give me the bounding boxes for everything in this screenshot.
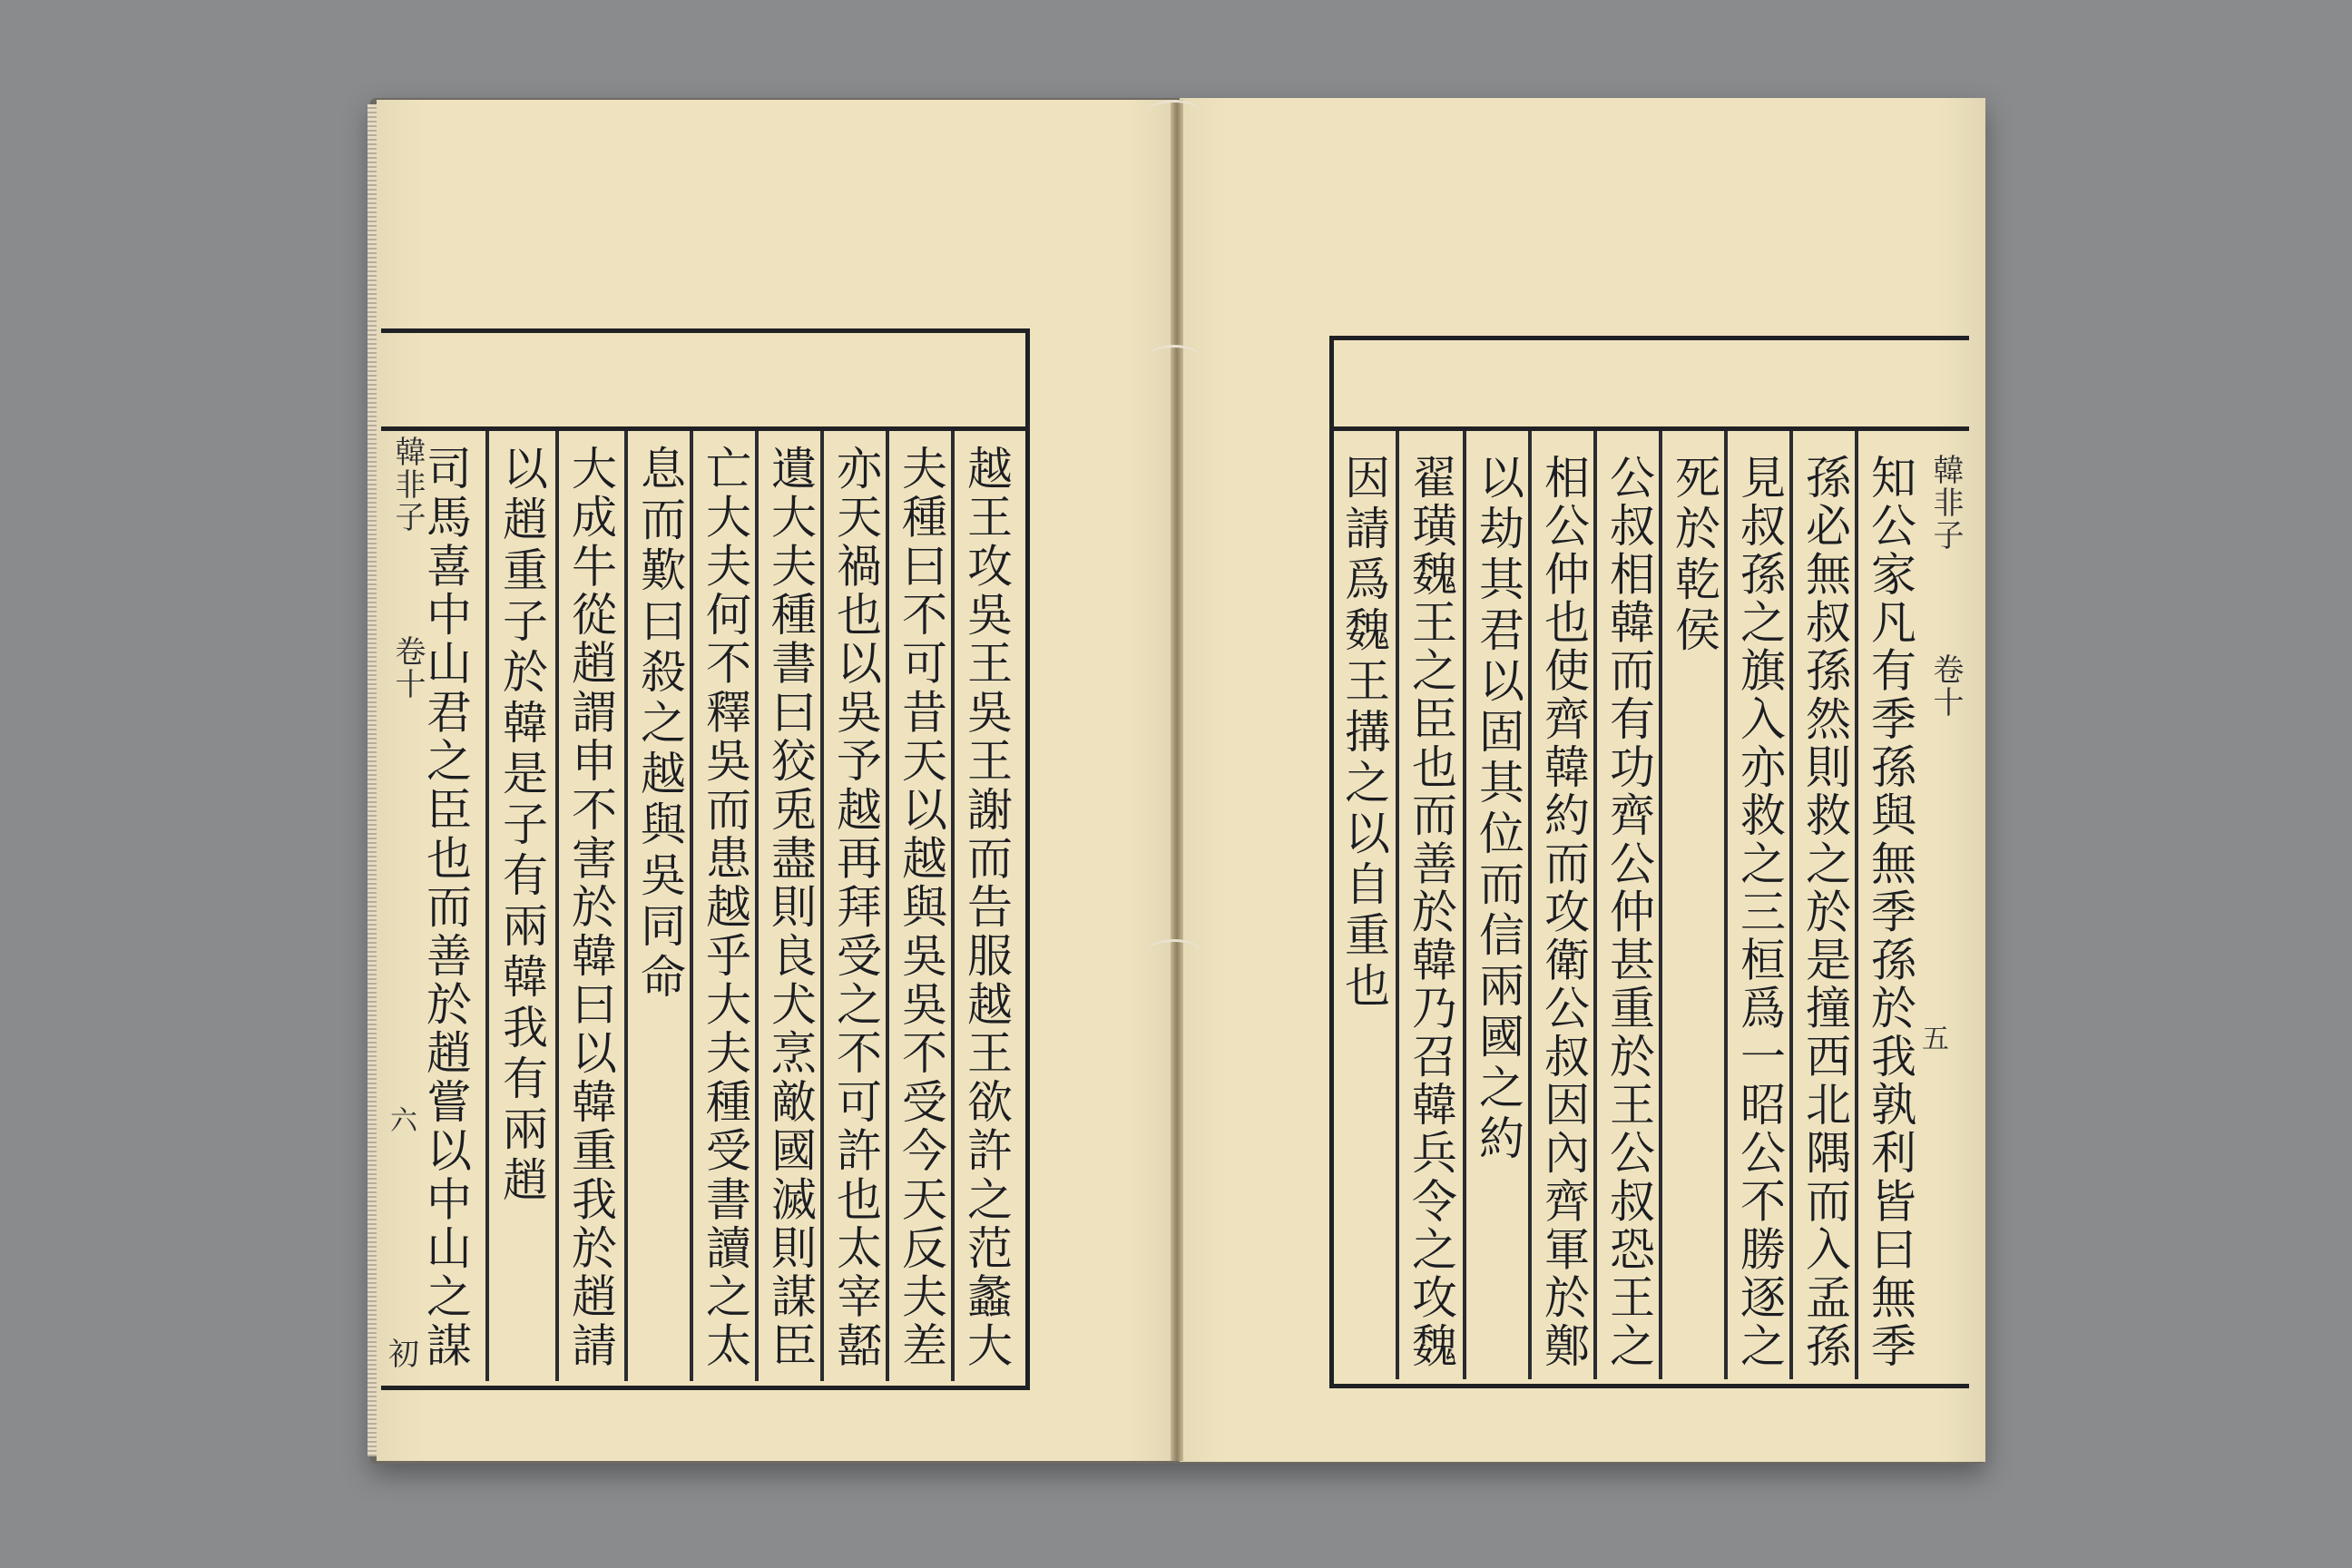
- binding-thread: [1147, 100, 1201, 126]
- column-rule: [1724, 431, 1728, 1379]
- text-column: 公叔相韓而有功齊公仲甚重於王公叔恐王之: [1602, 454, 1655, 1370]
- text-column: 亡大夫何不釋吳而患越乎大夫種受書讀之太: [699, 445, 751, 1370]
- column-rule: [755, 431, 759, 1381]
- text-column: 大成牛從趙謂申不害於韓曰以韓重我於趙請: [564, 445, 617, 1370]
- left-header-rule: [381, 426, 1030, 431]
- column-rule: [555, 431, 559, 1381]
- right-margin-title: 韓非子: [1927, 454, 1964, 552]
- text-column: 司馬喜中山君之臣也而善於趙嘗以中山之謀: [419, 445, 472, 1370]
- left-margin-title: 韓非子: [389, 436, 426, 534]
- right-header-rule: [1329, 426, 1969, 431]
- left-margin-volume: 卷十: [389, 635, 426, 701]
- text-column: 孫必無叔孫然則救之於是撞西北隅而入孟孫: [1798, 454, 1851, 1370]
- column-rule: [1396, 431, 1399, 1379]
- column-rule: [690, 431, 693, 1381]
- text-column: 亦天禍也以吳予越再拜受之不可許也太宰嚭: [829, 445, 882, 1370]
- column-rule: [1463, 431, 1466, 1379]
- column-rule: [1789, 431, 1793, 1379]
- column-rule: [624, 431, 628, 1381]
- column-rule: [951, 431, 955, 1381]
- column-rule: [485, 431, 489, 1381]
- text-column: 以劫其君以固其位而信兩國之約: [1472, 454, 1524, 1165]
- right-margin-volume: 卷十: [1927, 653, 1964, 719]
- column-rule: [1659, 431, 1662, 1379]
- column-rule: [886, 431, 889, 1381]
- text-column: 息而歎曰殺之越與吳同命: [633, 445, 686, 1004]
- binding-thread: [1147, 345, 1201, 371]
- left-footer-mark: 初: [388, 1337, 419, 1373]
- text-column: 遺大夫種書曰狡兎盡則良犬烹敵國滅則謀臣: [764, 445, 817, 1370]
- text-column: 以趙重子於韓是子有兩韓我有兩趙: [495, 445, 548, 1207]
- column-rule: [1855, 431, 1858, 1379]
- right-leaf-number: 五: [1922, 1024, 1949, 1055]
- text-column: 死於乾侯: [1668, 454, 1720, 657]
- left-leaf-number: 六: [390, 1105, 417, 1137]
- text-column: 知公家凡有季孫與無季孫於我孰利皆曰無季: [1864, 454, 1916, 1370]
- text-column: 越王攻吳王吳王謝而告服越王欲許之范蠡大: [960, 445, 1013, 1370]
- text-column: 因請爲魏王搆之以自重也: [1338, 454, 1390, 1013]
- column-rule: [820, 431, 824, 1381]
- text-column: 見叔孫之旗入亦救之三桓爲一昭公不勝逐之: [1733, 454, 1786, 1370]
- text-column: 夫種曰不可昔天以越與吳吳不受今天反夫差: [895, 445, 947, 1370]
- text-column: 相公仲也使齊韓約而攻衛公叔因內齊軍於鄭: [1537, 454, 1590, 1370]
- text-column: 翟璜魏王之臣也而善於韓乃召韓兵令之攻魏: [1405, 454, 1457, 1370]
- column-rule: [1528, 431, 1532, 1379]
- column-rule: [1593, 431, 1597, 1379]
- binding-thread: [1147, 939, 1201, 965]
- book-gutter: [1171, 100, 1183, 1461]
